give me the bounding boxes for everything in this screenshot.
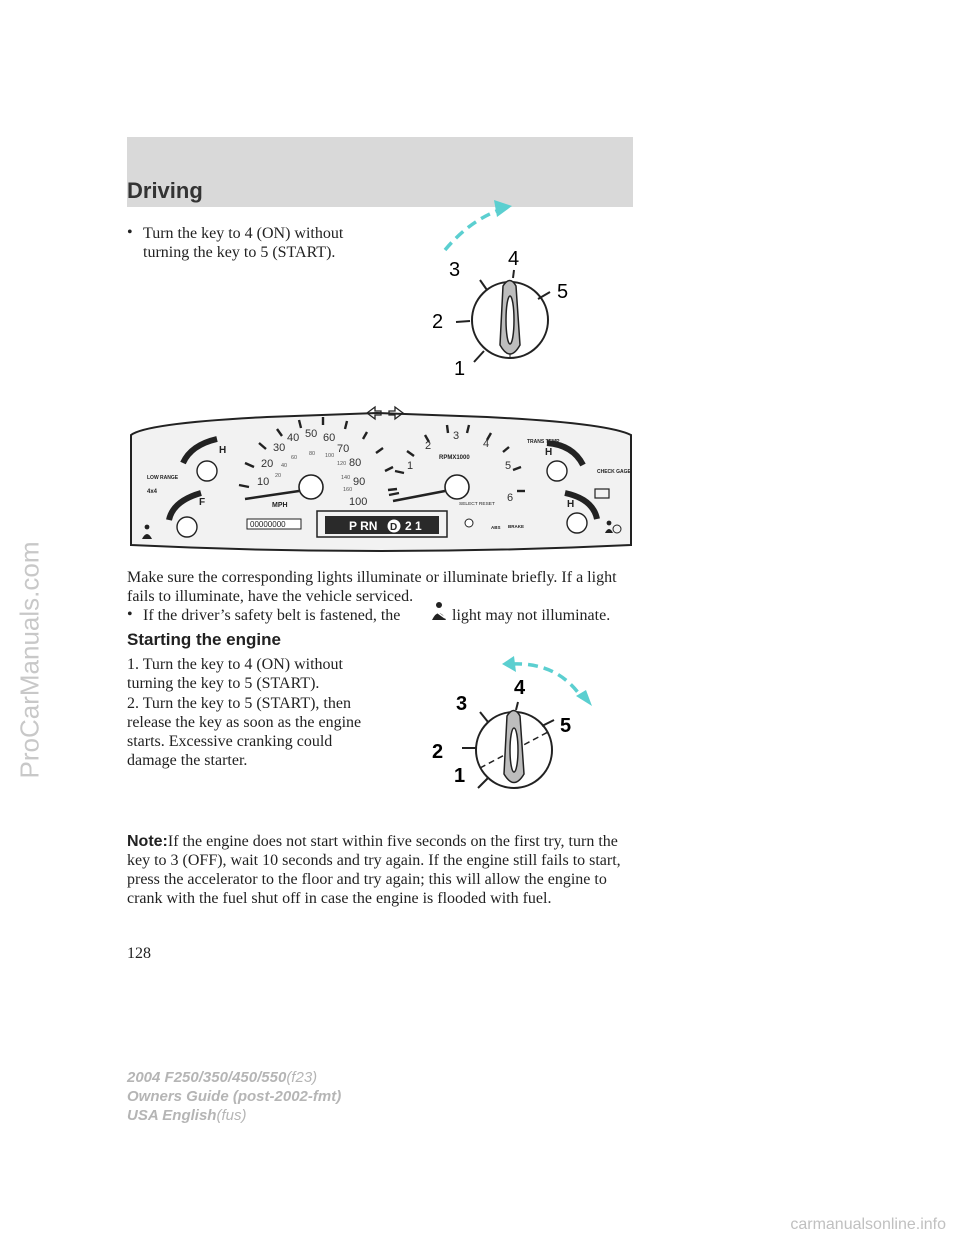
rotation-arrow (445, 209, 502, 250)
key-label: 1 (454, 765, 466, 787)
footer-model: 2004 F250/350/450/550 (127, 1069, 287, 1086)
speed-label: 60 (323, 432, 336, 444)
speed-label: 30 (273, 442, 286, 454)
rpm-label: 5 (505, 460, 512, 472)
kmh-label: 100 (325, 453, 335, 459)
rpm-unit: RPMX1000 (439, 455, 470, 461)
key-label: 2 (432, 311, 444, 333)
key-label: 4 (514, 677, 526, 699)
speed-label: 10 (257, 476, 270, 488)
step-text: 1. Turn the key to 4 (ON) without turning the key to 5 (START). (127, 656, 343, 692)
key-label: 4 (508, 248, 520, 270)
arrow-head (494, 200, 512, 217)
check-gage-label: CHECK GAGE (597, 469, 631, 475)
footer-line-2: Owners Guide (post-2002-fmt) (127, 1088, 342, 1105)
speed-label: 100 (349, 496, 368, 508)
page-number: 128 (127, 945, 151, 962)
key-label: 3 (449, 259, 461, 281)
speed-label: 70 (337, 443, 350, 455)
rpm-label: 2 (425, 440, 432, 452)
odometer-display: 00000000 (250, 520, 286, 529)
note-paragraph (127, 832, 637, 908)
key-label: 3 (456, 693, 468, 715)
key-label: 5 (557, 281, 569, 303)
arrow-head (576, 690, 592, 706)
key-label: 5 (560, 715, 572, 737)
watermark-text: ProCarManuals.com (14, 541, 45, 779)
bullet-text: Turn the key to 4 (ON) without turning the key to 5 (START). (143, 225, 344, 261)
section-title: Driving (127, 178, 203, 203)
kmh-label: 80 (309, 451, 316, 457)
bullet-text: If the driver’s safety belt is fastened, the (143, 607, 401, 624)
ignition-key-diagram-top (410, 195, 610, 390)
seatbelt-icon (430, 602, 448, 622)
four-by-four-label: 4x4 (147, 489, 158, 495)
select-reset-label: SELECT RESET (459, 502, 495, 507)
note-label: Note: (127, 833, 168, 850)
gauge-full-label: F (199, 497, 206, 508)
abs-label: ABS (491, 525, 501, 530)
bullet-marker: • (127, 224, 133, 241)
key-label: 1 (454, 358, 466, 380)
kmh-label: 120 (337, 461, 347, 467)
rpm-label: 6 (507, 492, 514, 504)
engine-temp-high-label: H (567, 499, 575, 510)
bullet-marker: • (127, 606, 133, 623)
rpm-label: 1 (407, 460, 414, 472)
note-text: If the engine does not start within five seconds on the first try, turn the key to 3 (OFF), wait 10 seconds and try again. If the engine still fails to start, press the accelerator to the floor and try again; this will allow the engine to crank with the fuel shut off in case the engine is flooded with fuel. (127, 833, 621, 907)
footer-language: USA English (127, 1107, 217, 1124)
rpm-label: 4 (483, 438, 490, 450)
footer-line-1 (127, 1068, 317, 1087)
arrow-head (502, 656, 516, 672)
trans-temp-high-label: H (545, 447, 553, 458)
low-range-label: LOW RANGE (147, 475, 179, 481)
speed-label: 90 (353, 476, 366, 488)
kmh-label: 20 (275, 473, 282, 479)
gear-display: P RN (349, 519, 378, 533)
speed-label: 20 (261, 458, 274, 470)
brake-label: BRAKE (508, 524, 525, 529)
bottom-watermark: carmanualsonline.info (790, 1216, 946, 1233)
speed-label: 50 (305, 428, 318, 440)
bullet-text: light may not illuminate. (452, 607, 611, 624)
step-text: 2. Turn the key to 5 (START), then release the key as soon as the engine starts. Excessive cranking could damage the starter. (127, 695, 362, 769)
kmh-label: 140 (341, 475, 351, 481)
footer-line-3 (127, 1106, 246, 1125)
ignition-key-diagram-bottom (418, 650, 618, 795)
rpm-label: 3 (453, 430, 460, 442)
speed-unit: MPH (272, 502, 288, 509)
kmh-label: 160 (343, 487, 353, 493)
kmh-label: 40 (281, 463, 288, 469)
key-label: 2 (432, 741, 444, 763)
paragraph: Make sure the corresponding lights illuminate or illuminate briefly. If a light fails to illuminate, have the vehicle serviced. (127, 569, 617, 605)
footer-language-code: (fus) (216, 1107, 247, 1124)
kmh-label: 60 (291, 455, 298, 461)
instrument-cluster (127, 395, 635, 555)
speed-label: 80 (349, 457, 362, 469)
subheading: Starting the engine (127, 630, 281, 649)
gear-circled: D (390, 522, 398, 533)
trans-temp-label: TRANS TEMP (527, 439, 560, 445)
footer-model-code: (f23) (286, 1069, 318, 1086)
speed-label: 40 (287, 432, 300, 444)
gauge-high-label: H (219, 445, 227, 456)
gear-display-tail: 2 1 (405, 519, 422, 533)
side-watermark (0, 0, 60, 1242)
